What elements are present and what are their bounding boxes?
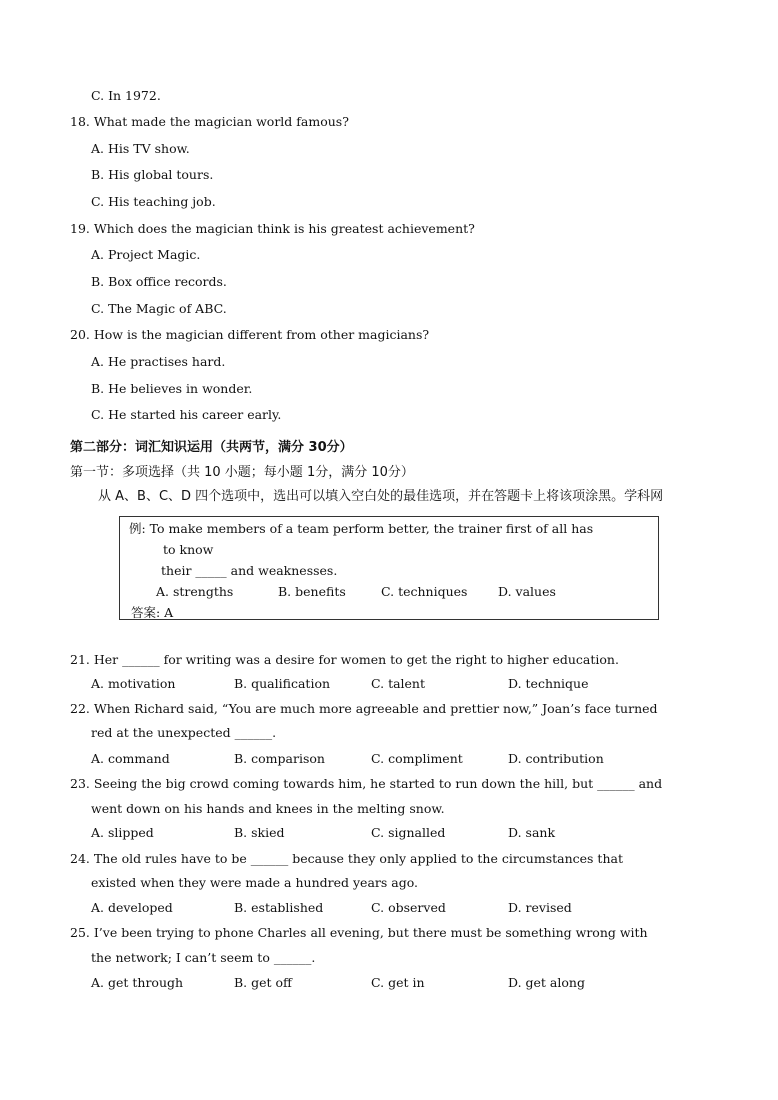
example-option-c: C. techniques: [381, 584, 468, 599]
q23-stem-line-1: 23. Seeing the big crowd coming towards him, he started to run down the hill, but ______ and: [70, 776, 663, 791]
section-title: 第二部分：词汇知识运用（共两节，满分 30分）: [70, 440, 353, 455]
q24-option-b: B. established: [234, 900, 324, 915]
q18-stem: 18. What made the magician world famous?: [70, 114, 349, 129]
q24-option-c: C. observed: [371, 900, 446, 915]
q18-option-c: C. His teaching job.: [91, 194, 216, 209]
q25-option-c: C. get in: [371, 975, 425, 990]
q25-option-a: A. get through: [91, 975, 184, 990]
q22-stem-line-1: 22. When Richard said, “You are much more agreeable and prettier now,” Joan’s face turned: [70, 701, 658, 716]
q21-option-a: A. motivation: [91, 676, 176, 691]
q19-stem: 19. Which does the magician think is his greatest achievement?: [70, 221, 475, 236]
example-line-1: 例: To make members of a team perform better, the trainer first of all has: [129, 521, 594, 536]
q22-option-b: B. comparison: [234, 751, 325, 766]
q24-stem-line-2: existed when they were made a hundred years ago.: [91, 875, 418, 890]
example-option-d: D. values: [498, 584, 556, 599]
q21-option-b: B. qualification: [234, 676, 331, 691]
q19-option-a: A. Project Magic.: [91, 247, 201, 262]
example-option-a: A. strengths: [156, 584, 234, 599]
q23-option-c: C. signalled: [371, 825, 446, 840]
example-line-3: their _____ and weaknesses.: [161, 563, 338, 578]
q17-option-c: C. In 1972.: [91, 88, 161, 103]
q24-option-a: A. developed: [91, 900, 173, 915]
q25-option-d: D. get along: [508, 975, 585, 990]
q21-option-c: C. talent: [371, 676, 426, 691]
q22-option-c: C. compliment: [371, 751, 463, 766]
q22-option-a: A. command: [91, 751, 170, 766]
q18-option-b: B. His global tours.: [91, 167, 214, 182]
example-line-2: to know: [163, 542, 214, 557]
q20-option-a: A. He practises hard.: [91, 354, 226, 369]
section-subtitle: 第一节：多项选择（共 10 小题；每小题 1分，满分 10分）: [70, 465, 414, 480]
q23-stem-line-2: went down on his hands and knees in the melting snow.: [91, 801, 445, 816]
q22-option-d: D. contribution: [508, 751, 604, 766]
q20-option-b: B. He believes in wonder.: [91, 381, 253, 396]
q19-option-c: C. The Magic of ABC.: [91, 301, 227, 316]
example-answer: 答案: A: [131, 605, 174, 620]
q24-stem-line-1: 24. The old rules have to be ______ because they only applied to the circumstances that: [70, 851, 623, 866]
q21-stem: 21. Her ______ for writing was a desire for women to get the right to higher education.: [70, 652, 619, 667]
q23-option-b: B. skied: [234, 825, 285, 840]
example-box: [119, 516, 659, 620]
q25-option-b: B. get off: [234, 975, 292, 990]
q21-option-d: D. technique: [508, 676, 589, 691]
section-instructions: 从 A、B、C、D 四个选项中，选出可以填入空白处的最佳选项，并在答题卡上将该项涂黑。学科网: [98, 489, 664, 504]
example-option-b: B. benefits: [278, 584, 346, 599]
q20-stem: 20. How is the magician different from other magicians?: [70, 327, 430, 342]
q18-option-a: A. His TV show.: [91, 141, 190, 156]
q23-option-d: D. sank: [508, 825, 556, 840]
q25-stem-line-1: 25. I’ve been trying to phone Charles all evening, but there must be something wrong with: [70, 925, 648, 940]
q24-option-d: D. revised: [508, 900, 572, 915]
q19-option-b: B. Box office records.: [91, 274, 227, 289]
q23-option-a: A. slipped: [91, 825, 154, 840]
q25-stem-line-2: the network; I can’t seem to ______.: [91, 950, 316, 965]
q22-stem-line-2: red at the unexpected ______.: [91, 725, 277, 740]
q20-option-c: C. He started his career early.: [91, 407, 282, 422]
